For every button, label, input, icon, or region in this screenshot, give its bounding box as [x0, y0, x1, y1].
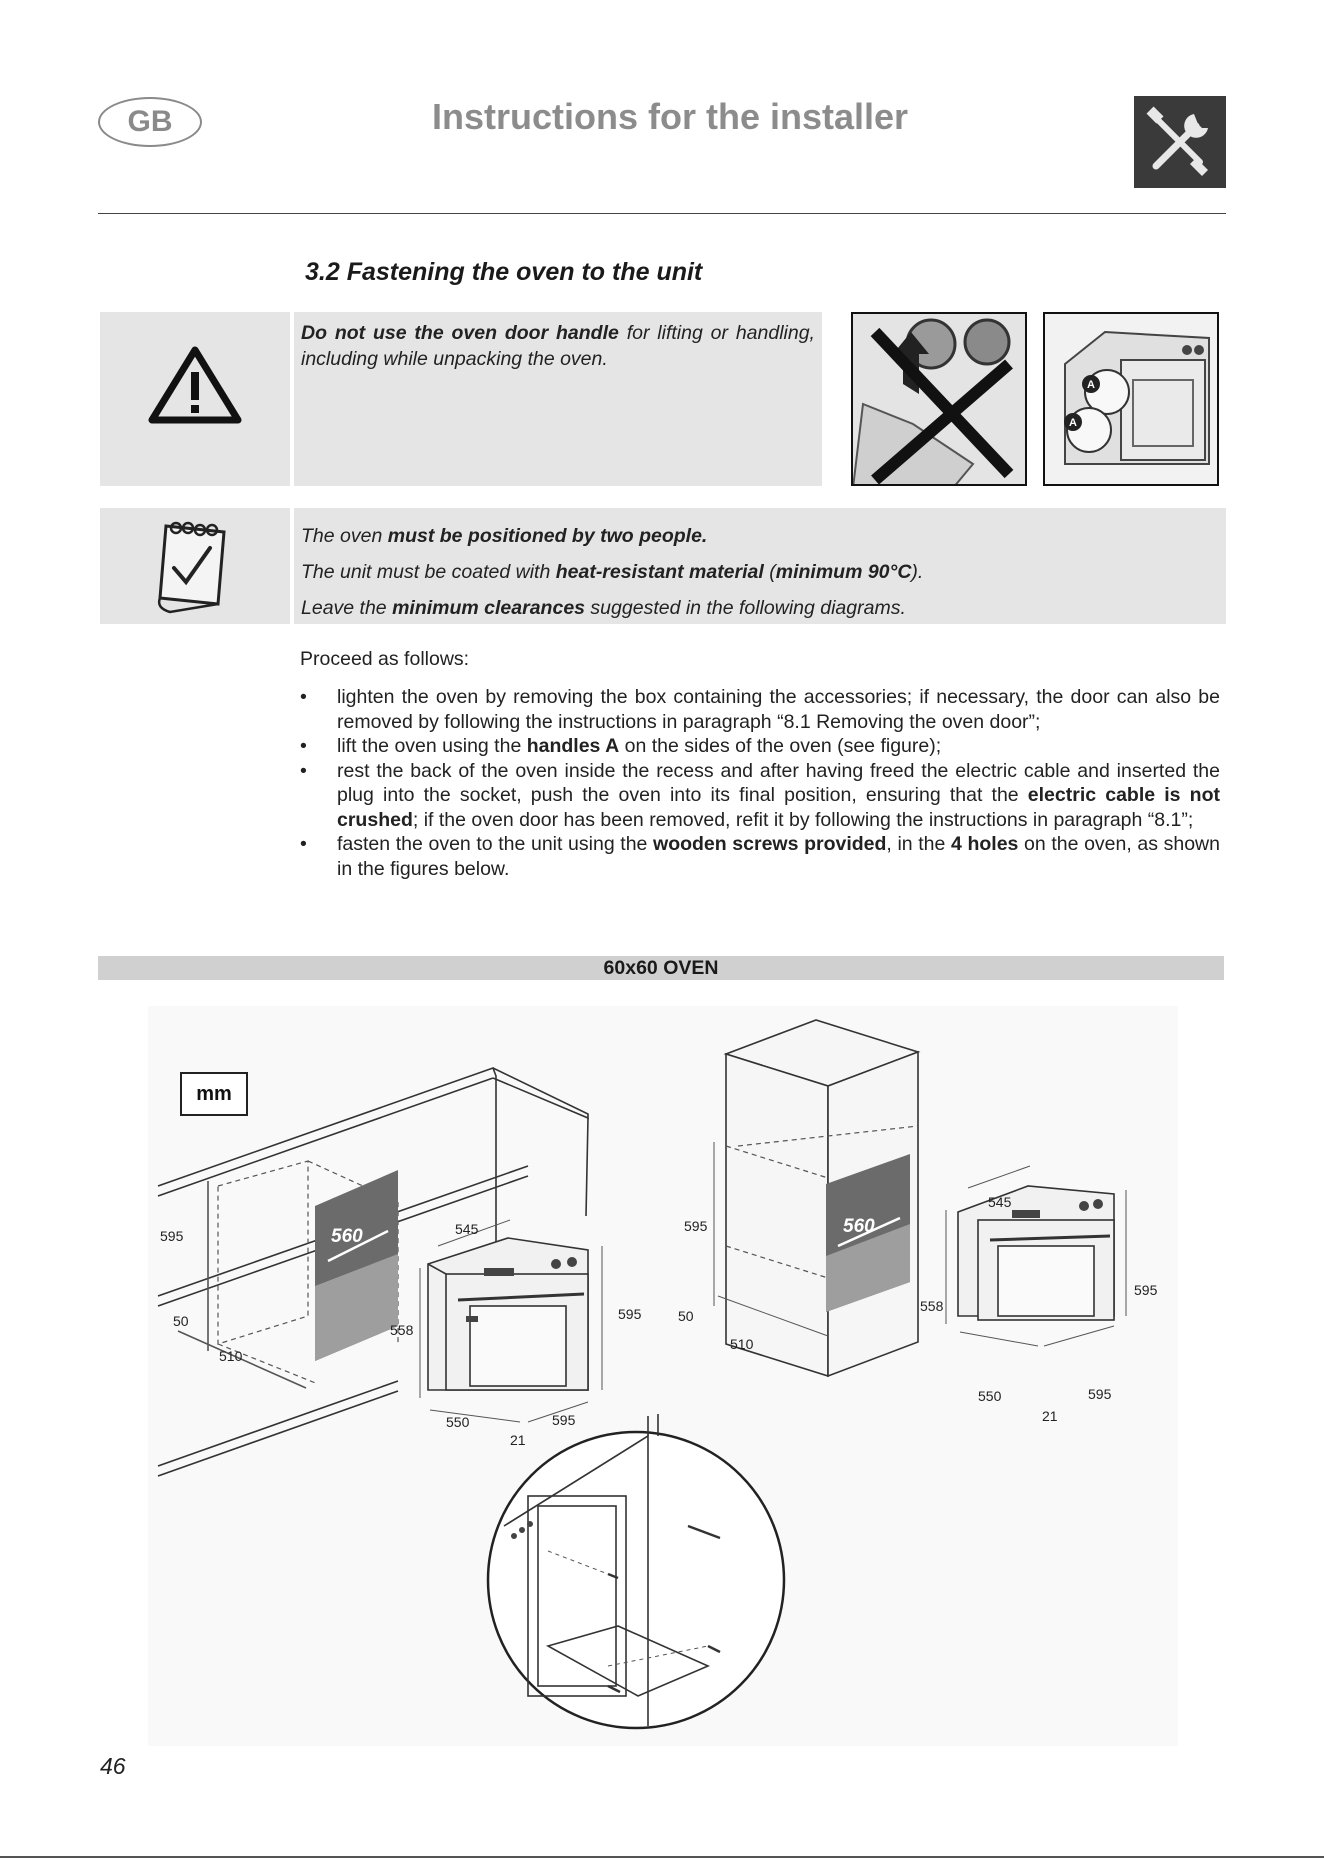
procedure-step-1	[300, 685, 1220, 734]
procedure-steps	[300, 685, 1220, 881]
note-icon-panel	[100, 508, 290, 624]
handle-marker-2: A	[1069, 417, 1077, 429]
warning-text-panel	[294, 312, 822, 486]
step-4-text: fasten the oven to the unit using the	[337, 833, 654, 855]
bottom-divider	[0, 1856, 1324, 1858]
left-oven-width-label: 595	[552, 1412, 576, 1428]
right-oven-depth-label: 545	[988, 1194, 1012, 1210]
step-4-mid: , in the	[886, 833, 951, 855]
step-4-bold-1: wooden screws provided	[653, 833, 887, 855]
procedure-step-4	[300, 832, 1220, 881]
note-line-3	[301, 590, 1219, 626]
right-recess-width-label: 560	[843, 1216, 875, 1237]
unit-label: mm	[180, 1072, 248, 1116]
left-oven-door-label: 21	[510, 1432, 526, 1448]
oven-handles-photo	[1043, 312, 1219, 486]
note-line-2-bold-2: minimum 90°C	[775, 561, 912, 583]
note-line-3-text: Leave the	[301, 597, 393, 619]
right-oven-width-label: 595	[1088, 1386, 1112, 1402]
header-divider	[98, 213, 1226, 214]
note-text-panel	[294, 508, 1226, 624]
step-3-text: rest the back of the oven inside the recess and after having freed the electric cable and inserted the plug into the socket, push the oven into its final position, ensuring that the	[337, 759, 1220, 806]
step-4-tail: on the oven, as shown in the figures below.	[337, 833, 1220, 880]
note-line-1-bold: must be positioned by two people.	[387, 525, 708, 547]
door-handle-photo	[851, 312, 1027, 486]
installation-drawing	[148, 1006, 1178, 1746]
right-oven-inner-height-label: 558	[920, 1298, 944, 1314]
warning-icon-panel	[100, 312, 290, 486]
left-oven-inner-height-label: 558	[390, 1322, 414, 1338]
left-recess-width-label: 560	[331, 1226, 363, 1247]
step-1-text: lighten the oven by removing the box containing the accessories; if necessary, the door can also be removed by following the instructions in paragraph “8.1 Removing the oven door”;	[337, 686, 1220, 733]
left-recess-depth-label: 510	[219, 1348, 243, 1364]
note-line-3-bold: minimum clearances	[392, 597, 586, 619]
right-oven-inner-width-label: 550	[978, 1388, 1002, 1404]
step-4-bold-2: 4 holes	[951, 833, 1019, 855]
warning-rest: for lifting or handling, including while unpacking the oven.	[301, 322, 815, 370]
warning-text	[294, 312, 822, 372]
installation-diagram	[148, 1006, 1178, 1746]
procedure-step-2	[300, 734, 1220, 759]
note-line-1-text: The oven	[301, 525, 388, 547]
bullet: •	[300, 686, 307, 708]
left-oven-inner-width-label: 550	[446, 1414, 470, 1430]
note-line-2-bold: heat-resistant material	[555, 561, 764, 583]
right-recess-height-label: 595	[684, 1218, 708, 1234]
warning-bold: Do not use the oven door handle	[301, 322, 619, 344]
note-line-2	[301, 554, 1219, 590]
tools-icon	[1134, 96, 1226, 188]
warning-triangle-icon	[100, 312, 290, 486]
note-line-2-paren-close: ).	[911, 561, 924, 583]
procedure-intro: Proceed as follows:	[300, 648, 470, 670]
bullet: •	[300, 735, 307, 757]
left-recess-offset-label: 50	[173, 1313, 189, 1329]
left-oven-height-label: 595	[618, 1306, 642, 1322]
step-2-tail: on the sides of the oven (see figure);	[619, 735, 942, 757]
right-oven-height-label: 595	[1134, 1282, 1158, 1298]
procedure-step-3	[300, 759, 1220, 833]
bullet: •	[300, 833, 307, 855]
step-2-text: lift the oven using the	[337, 735, 527, 757]
page-title: Instructions for the installer	[431, 96, 909, 137]
step-3-bold: electric cable is not crushed	[337, 784, 1220, 831]
note-line-2-text: The unit must be coated with	[301, 561, 556, 583]
handle-marker-1: A	[1087, 379, 1095, 391]
note-line-2-paren-open: (	[763, 561, 776, 583]
language-badge: GB	[98, 97, 202, 147]
oven-size-band: 60x60 OVEN	[98, 956, 1224, 980]
left-recess-height-label: 595	[160, 1228, 184, 1244]
note-line-3-tail: suggested in the following diagrams.	[585, 597, 906, 619]
right-recess-depth-label: 510	[730, 1336, 754, 1352]
right-recess-offset-label: 50	[678, 1308, 694, 1324]
page-number: 46	[100, 1753, 126, 1779]
section-title: 3.2 Fastening the oven to the unit	[305, 258, 703, 286]
bullet: •	[300, 759, 307, 782]
notepad-check-icon	[100, 508, 290, 624]
right-oven-door-label: 21	[1042, 1408, 1058, 1424]
left-oven-depth-label: 545	[455, 1221, 479, 1237]
note-line-1	[301, 518, 1219, 554]
step-3-tail: ; if the oven door has been removed, refit it by following the instructions in paragraph “8.1”;	[412, 808, 1194, 831]
step-2-bold: handles A	[526, 735, 620, 757]
